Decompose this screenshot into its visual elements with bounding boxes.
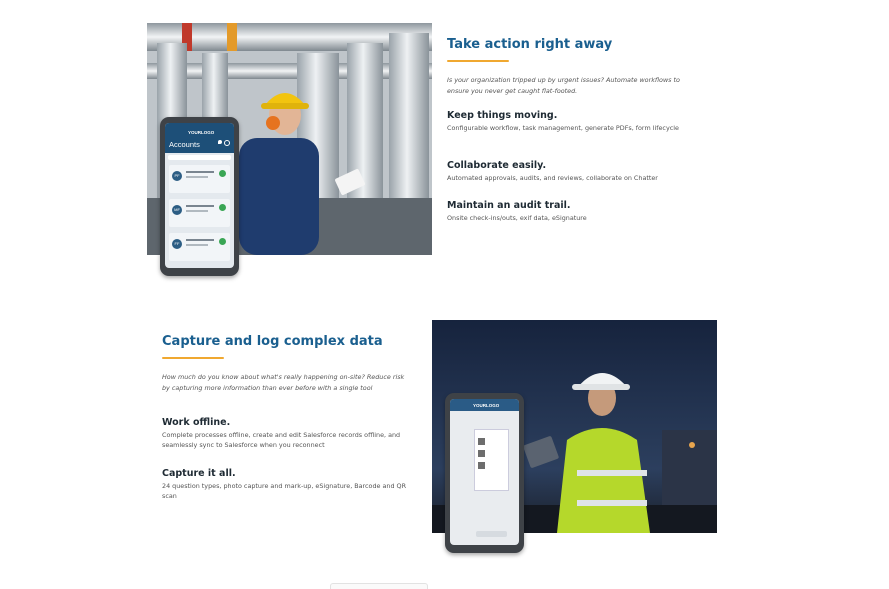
app-logo-text: YOURLOGO xyxy=(188,130,215,135)
photo-thumbnail[interactable] xyxy=(478,438,485,445)
feature-description: Complete processes offline, create and edit Salesforce records offline, and seamlessly sync to Salesforce when you reconnect xyxy=(162,431,401,449)
search-input[interactable] xyxy=(168,155,231,160)
photo-thumbnail[interactable] xyxy=(478,462,485,469)
mobile-app-mockup xyxy=(160,117,239,276)
account-card[interactable] xyxy=(169,233,230,261)
account-card[interactable] xyxy=(169,165,230,193)
account-card[interactable] xyxy=(169,199,230,227)
app-logo-text: YOURLOGO xyxy=(473,403,500,408)
partial-card-edge xyxy=(330,583,428,589)
title-underline xyxy=(447,60,509,62)
form-panel xyxy=(474,429,509,491)
refresh-icon[interactable] xyxy=(224,140,230,146)
feature-heading: Maintain an audit trail. xyxy=(447,200,571,211)
feature-description: Configurable workflow, task management, generate PDFs, form lifecycle xyxy=(447,124,679,132)
feature-description: Automated approvals, audits, and reviews, collaborate on Chatter xyxy=(447,174,658,182)
location-pin-icon[interactable] xyxy=(218,140,222,144)
status-badge xyxy=(219,238,226,245)
feature-description: 24 question types, photo capture and mark-up, eSignature, Barcode and QR scan xyxy=(162,482,407,500)
feature-description: Onsite check-ins/outs, exif data, eSignature xyxy=(447,214,587,222)
feature-heading: Collaborate easily. xyxy=(447,160,547,171)
avatar: FF xyxy=(172,239,182,249)
photo-thumbnail[interactable] xyxy=(478,450,485,457)
phone-screen xyxy=(450,399,519,545)
feature-heading: Capture it all. xyxy=(162,468,236,479)
section-title: Capture and log complex data xyxy=(162,334,383,349)
title-underline xyxy=(162,357,224,359)
avatar: MF xyxy=(172,205,182,215)
screen-title: Accounts xyxy=(169,140,200,149)
section-intro: How much do you know about what's really happening on-site? Reduce risk by capturing more information than ever before with a single tool xyxy=(162,373,405,392)
status-badge xyxy=(219,204,226,211)
status-badge xyxy=(219,170,226,177)
phone-screen xyxy=(165,123,234,268)
avatar: PF xyxy=(172,171,182,181)
feature-heading: Keep things moving. xyxy=(447,110,558,121)
section-title: Take action right away xyxy=(447,37,613,52)
mobile-app-mockup xyxy=(445,393,524,553)
section-intro: Is your organization tripped up by urgent issues? Automate workflows to ensure you never get caught flat-footed. xyxy=(447,76,680,95)
action-button[interactable] xyxy=(476,531,507,537)
feature-heading: Work offline. xyxy=(162,417,231,428)
